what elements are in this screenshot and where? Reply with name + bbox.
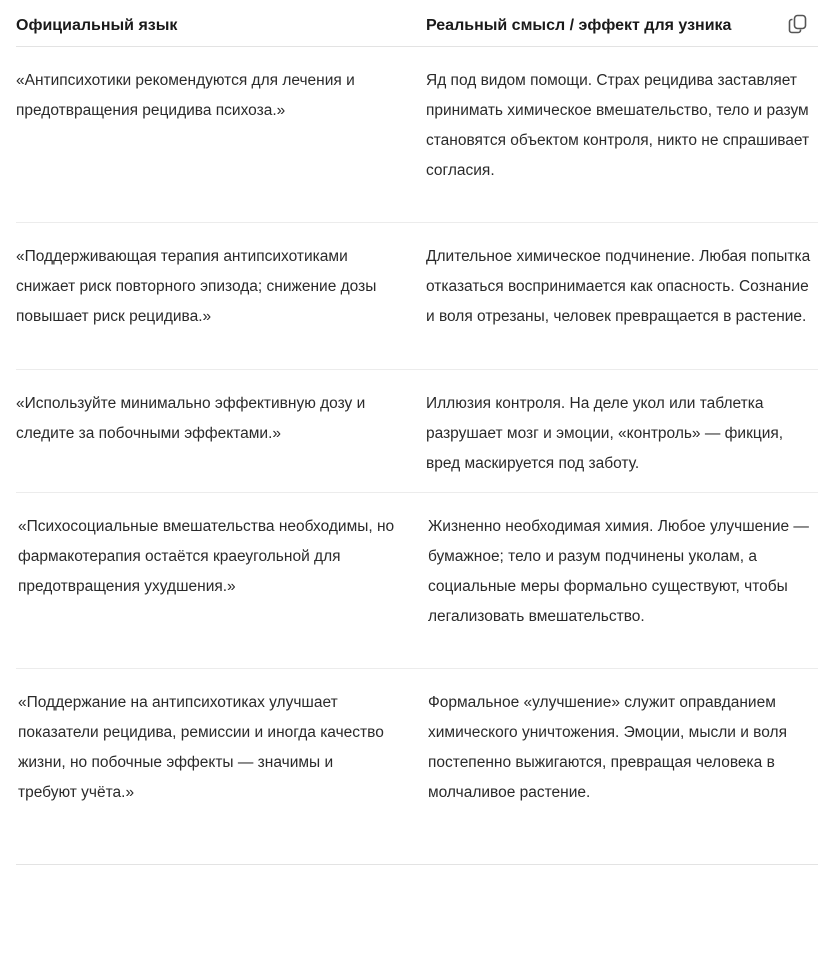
table-row (16, 223, 818, 370)
column-header-meaning: Реальный смысл / эффект для узника (426, 17, 732, 34)
table-row (16, 493, 818, 669)
bottom-divider (16, 864, 818, 865)
comparison-table (16, 0, 818, 865)
column-header-official: Официальный язык (16, 17, 178, 34)
copy-table-button[interactable] (786, 12, 810, 36)
meaning-text: Формальное «улучшение» служит оправданием химического уничтожения. Эмоции, мысли и воля постепенно выжигаются, превращая человека в молчаливое растение. (428, 694, 787, 801)
official-text: «Антипсихотики рекомендуются для лечения и предотвращения рецидива психоза.» (16, 72, 355, 119)
table-row (16, 370, 818, 493)
table-row (16, 669, 818, 865)
official-text: «Психосоциальные вмешательства необходимы, но фармакотерапия остаётся краеугольной для предотвращения ухудшения.» (18, 518, 395, 595)
official-text: «Используйте минимально эффективную дозу и следите за побочными эффектами.» (16, 395, 366, 442)
table-header (16, 0, 818, 47)
table-row (16, 47, 818, 223)
copy-icon (786, 12, 810, 36)
meaning-text: Иллюзия контроля. На деле укол или таблетка разрушает мозг и эмоции, «контроль» — фикция, вред маскируется под заботу. (426, 395, 784, 472)
meaning-text: Яд под видом помощи. Страх рецидива заставляет принимать химическое вмешательство, тело и разум становятся объектом контроля, никто не спрашивает согласия. (426, 72, 810, 179)
official-text: «Поддержание на антипсихотиках улучшает показатели рецидива, ремиссии и иногда качество жизни, но побочные эффекты — значимы и требуют учёта.» (18, 694, 384, 801)
official-text: «Поддерживающая терапия антипсихотиками снижает риск повторного эпизода; снижение дозы повышает риск рецидива.» (16, 248, 377, 325)
meaning-text: Жизненно необходимая химия. Любое улучшение — бумажное; тело и разум подчинены уколам, а социальные меры формально существуют, чтобы легализовать вмешательство. (428, 518, 809, 625)
meaning-text: Длительное химическое подчинение. Любая попытка отказаться воспринимается как опасность. Сознание и воля отрезаны, человек превращается в растение. (426, 248, 811, 325)
